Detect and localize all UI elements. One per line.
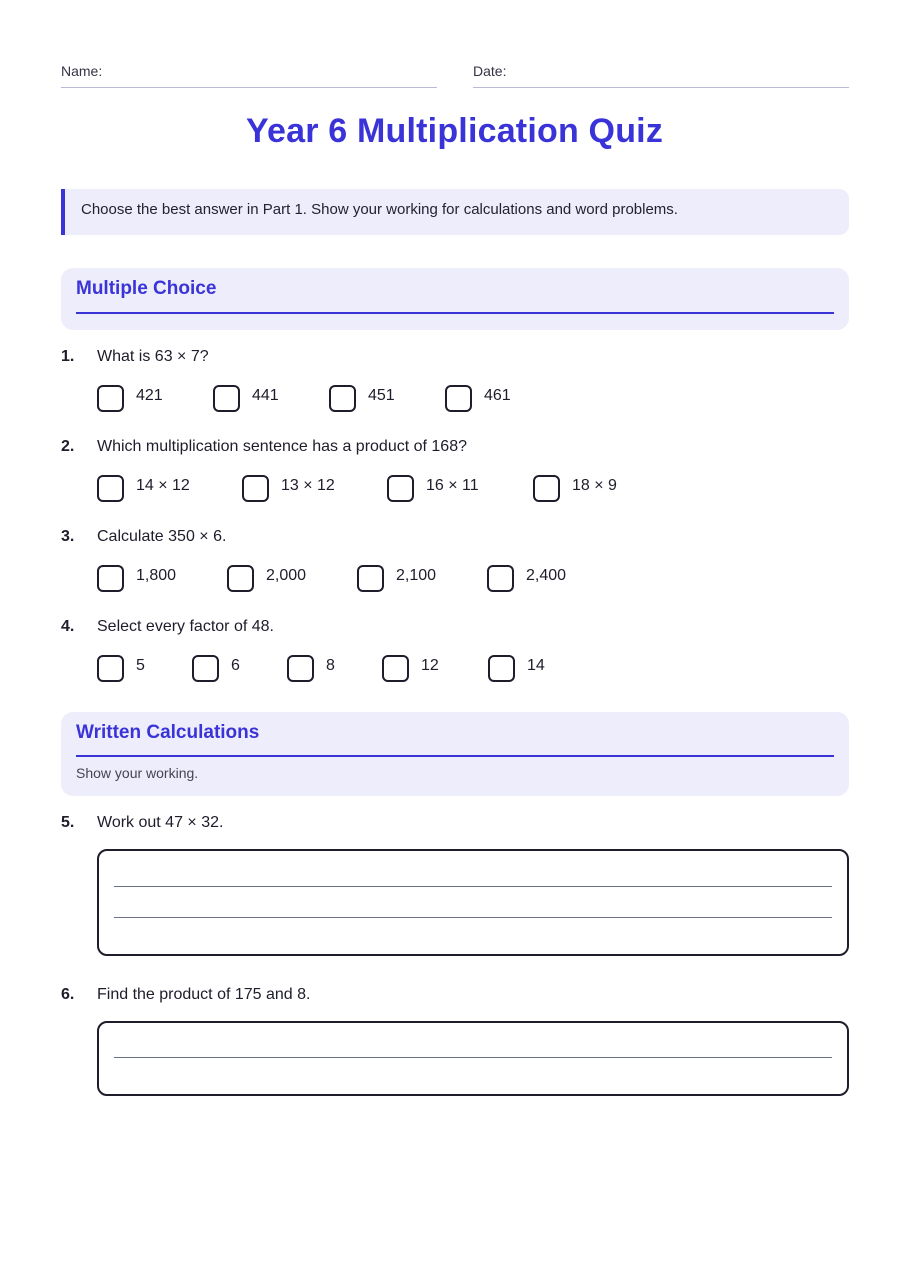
date-field[interactable] bbox=[473, 62, 849, 88]
checkbox-icon[interactable] bbox=[97, 655, 124, 682]
option-label: 18 × 9 bbox=[572, 477, 617, 494]
option-label: 14 × 12 bbox=[136, 477, 190, 494]
checkbox-icon[interactable] bbox=[488, 655, 515, 682]
question-text: What is 63 × 7? bbox=[97, 348, 209, 365]
question-text: Which multiplication sentence has a product of 168? bbox=[97, 438, 467, 455]
name-label: Name: bbox=[61, 63, 103, 79]
question-text: Calculate 350 × 6. bbox=[97, 528, 227, 545]
option-label: 14 bbox=[527, 657, 545, 674]
option-label: 6 bbox=[231, 657, 240, 674]
option-label: 13 × 12 bbox=[281, 477, 335, 494]
section-divider bbox=[76, 755, 834, 757]
checkbox-icon[interactable] bbox=[192, 655, 219, 682]
answer-line bbox=[114, 917, 832, 918]
answer-line bbox=[114, 886, 832, 887]
option-label: 2,100 bbox=[396, 567, 437, 584]
question-number: 3. bbox=[61, 528, 75, 545]
option-label: 441 bbox=[252, 387, 279, 404]
date-label: Date: bbox=[473, 63, 507, 79]
option-label: 8 bbox=[326, 657, 335, 674]
question-number: 5. bbox=[61, 814, 75, 831]
checkbox-icon[interactable] bbox=[97, 385, 124, 412]
checkbox-icon[interactable] bbox=[242, 475, 269, 502]
question-number: 4. bbox=[61, 618, 75, 635]
section-divider bbox=[76, 312, 834, 314]
checkbox-icon[interactable] bbox=[357, 565, 384, 592]
question-number: 2. bbox=[61, 438, 75, 455]
answer-box[interactable] bbox=[97, 1021, 849, 1096]
checkbox-icon[interactable] bbox=[287, 655, 314, 682]
question-number: 6. bbox=[61, 986, 75, 1003]
checkbox-icon[interactable] bbox=[329, 385, 356, 412]
section-title: Multiple Choice bbox=[76, 278, 217, 299]
answer-box[interactable] bbox=[97, 849, 849, 956]
option-label: 2,400 bbox=[526, 567, 567, 584]
section-subtitle: Show your working. bbox=[76, 765, 199, 781]
question-number: 1. bbox=[61, 348, 75, 365]
checkbox-icon[interactable] bbox=[97, 565, 124, 592]
option-label: 451 bbox=[368, 387, 395, 404]
instructions-callout: Choose the best answer in Part 1. Show your working for calculations and word problems. bbox=[61, 189, 849, 235]
name-field[interactable] bbox=[61, 62, 437, 88]
option-label: 12 bbox=[421, 657, 439, 674]
question-text: Work out 47 × 32. bbox=[97, 814, 224, 831]
header-fields bbox=[61, 62, 849, 90]
checkbox-icon[interactable] bbox=[97, 475, 124, 502]
question-text: Select every factor of 48. bbox=[97, 618, 274, 635]
option-label: 2,000 bbox=[266, 567, 307, 584]
answer-line bbox=[114, 1057, 832, 1058]
checkbox-icon[interactable] bbox=[213, 385, 240, 412]
section-multiple-choice bbox=[61, 268, 849, 330]
option-label: 16 × 11 bbox=[426, 477, 479, 494]
checkbox-icon[interactable] bbox=[227, 565, 254, 592]
section-written-calculations bbox=[61, 712, 849, 796]
option-label: 461 bbox=[484, 387, 511, 404]
question-text: Find the product of 175 and 8. bbox=[97, 986, 311, 1003]
option-label: 5 bbox=[136, 657, 145, 674]
checkbox-icon[interactable] bbox=[487, 565, 514, 592]
option-label: 421 bbox=[136, 387, 163, 404]
checkbox-icon[interactable] bbox=[445, 385, 472, 412]
checkbox-icon[interactable] bbox=[533, 475, 560, 502]
checkbox-icon[interactable] bbox=[387, 475, 414, 502]
section-title: Written Calculations bbox=[76, 722, 260, 743]
checkbox-icon[interactable] bbox=[382, 655, 409, 682]
page-title: Year 6 Multiplication Quiz bbox=[245, 112, 664, 150]
option-label: 1,800 bbox=[136, 567, 177, 584]
